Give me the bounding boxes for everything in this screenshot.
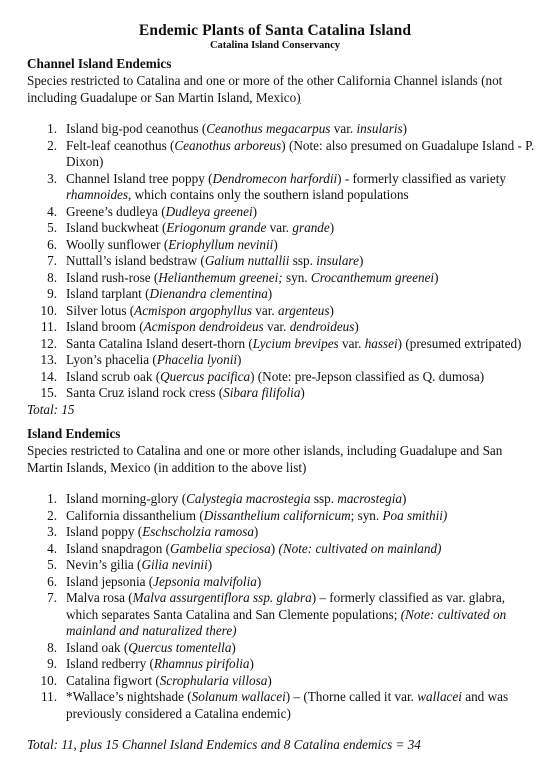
scientific-name-text: Malva assurgentiflora ssp. glabra bbox=[132, 590, 312, 605]
list-item-text: ) bbox=[207, 557, 213, 572]
list-item bbox=[27, 640, 537, 657]
list-item-text: ) (presumed extripated) bbox=[397, 335, 522, 351]
list-item bbox=[27, 204, 537, 221]
scientific-name-text: (Note: cultivated on mainland) bbox=[278, 540, 442, 556]
list-item-text: Lyon’s phacelia ( bbox=[66, 352, 157, 367]
list-item-text: Nuttall’s island bedstraw ( bbox=[66, 253, 205, 268]
list-item-text: var. bbox=[266, 220, 293, 235]
list-item bbox=[27, 656, 537, 673]
list-item-text: Santa Catalina Island desert-thorn ( bbox=[66, 335, 253, 351]
list-item-text: ) bbox=[402, 491, 407, 506]
list-item-number: 10. bbox=[40, 672, 57, 688]
species-list bbox=[27, 121, 537, 402]
scientific-name-text: Dendromecon harfordii bbox=[212, 170, 338, 186]
list-item-text: ) bbox=[329, 302, 334, 318]
scientific-name-text: Gambelia speciosa bbox=[170, 540, 271, 556]
list-item-text: Malva rosa ( bbox=[66, 590, 133, 605]
section-description bbox=[27, 72, 537, 106]
list-item-number: 1. bbox=[47, 121, 57, 136]
scientific-name-text: insularis bbox=[356, 121, 403, 136]
list-item-text: Nevin’s gilia ( bbox=[66, 557, 142, 572]
list-item-text: and was previously considered a Catalina endemic) bbox=[66, 689, 509, 721]
scientific-name-text: grande bbox=[292, 220, 330, 235]
list-item-text: ) - formerly classified as variety bbox=[337, 170, 506, 186]
list-item bbox=[27, 237, 537, 254]
list-item bbox=[27, 524, 537, 541]
list-item-number: 8. bbox=[47, 639, 57, 655]
scientific-name-text: Ceanothus megacarpus bbox=[206, 121, 331, 136]
section-description-text: Species restricted to Catalina and one or more of the other California Channel islands (not including Guadalupe or San Martin Island, Mexico bbox=[27, 73, 503, 105]
list-item-text: Island redberry ( bbox=[66, 656, 154, 671]
scientific-name-text: Solanum wallacei bbox=[191, 689, 286, 704]
scientific-name-text: Quercus pacifica bbox=[160, 368, 251, 384]
list-item-number: 3. bbox=[47, 524, 57, 539]
list-item bbox=[27, 574, 537, 591]
scientific-name-text: Lycium brevipes bbox=[252, 335, 339, 351]
section-total: Total: 11, plus 15 Channel Island Endemics and 8 Catalina endemics = 34 bbox=[27, 737, 421, 752]
list-item bbox=[27, 270, 537, 287]
list-item bbox=[27, 171, 537, 204]
list-item bbox=[27, 673, 537, 690]
list-item-text: var. bbox=[263, 319, 290, 334]
list-item-text: Felt-leaf ceanothus ( bbox=[66, 137, 175, 153]
list-item-text: ) bbox=[329, 220, 335, 235]
list-item-text: Island snapdragon ( bbox=[66, 540, 171, 556]
list-item-number: 7. bbox=[47, 253, 57, 268]
list-item-text: , which contains only the southern island populations bbox=[128, 187, 409, 202]
list-item-text: ) bbox=[231, 639, 236, 655]
list-item-number: 10. bbox=[40, 302, 57, 318]
list-item-text: Island jepsonia ( bbox=[66, 573, 154, 589]
list-item-text: Island morning-glory ( bbox=[66, 491, 187, 506]
list-item-text: ) bbox=[267, 286, 273, 301]
scientific-name-text: Helianthemum greenei; bbox=[158, 269, 283, 285]
island-endemics-section bbox=[27, 425, 537, 754]
scientific-name-text: Scrophularia villosa bbox=[159, 672, 268, 688]
list-item bbox=[27, 491, 537, 508]
list-item bbox=[27, 557, 537, 574]
scientific-name-text: Eriophyllum nevinii bbox=[168, 236, 274, 252]
list-item-text: ) bbox=[300, 385, 305, 400]
list-item-number: 9. bbox=[47, 286, 57, 301]
section-heading: Channel Island Endemics bbox=[27, 56, 172, 71]
list-item-text: Island scrub oak ( bbox=[66, 368, 161, 384]
list-item-text: var. bbox=[330, 121, 357, 136]
list-item bbox=[27, 121, 537, 138]
list-item bbox=[27, 508, 537, 525]
list-item-text: ssp. bbox=[289, 253, 317, 268]
list-item-text: Island broom ( bbox=[66, 319, 144, 334]
list-item-text: ) (Note: also presumed on Guadalupe Island - P. Dixon) bbox=[66, 137, 535, 169]
list-item-text: ) – formerly classified as var. glabra, which separates Santa Catalina and San Clemente populations; bbox=[66, 590, 506, 622]
list-item-text: ) bbox=[402, 121, 408, 136]
list-item bbox=[27, 689, 537, 722]
list-item-text: ) bbox=[267, 672, 272, 688]
list-item-number: 9. bbox=[47, 656, 57, 671]
list-item bbox=[27, 590, 537, 640]
section-description-end: ) bbox=[296, 90, 301, 105]
document-subtitle: Catalina Island Conservancy bbox=[209, 40, 341, 51]
species-list bbox=[27, 491, 537, 722]
list-item-number: 11. bbox=[41, 689, 57, 704]
list-item bbox=[27, 319, 537, 336]
list-item bbox=[27, 138, 537, 171]
scientific-name-text: Crocanthemum greenei bbox=[310, 269, 435, 285]
list-item-text: ) bbox=[249, 656, 254, 671]
list-item-number: 8. bbox=[47, 269, 57, 285]
list-item-number: 5. bbox=[47, 220, 57, 235]
scientific-name-text: Ceanothus arboreus bbox=[174, 137, 282, 153]
list-item-text: ) bbox=[256, 573, 262, 589]
list-item bbox=[27, 303, 537, 320]
list-item-text: Catalina figwort ( bbox=[66, 672, 160, 688]
channel-island-endemics-section bbox=[27, 55, 537, 418]
list-item-text: Island rush-rose ( bbox=[66, 269, 159, 285]
scientific-name-text: Dienandra clementina bbox=[149, 286, 268, 301]
list-item-text: Island buckwheat ( bbox=[66, 220, 167, 235]
list-item-text: Island oak ( bbox=[66, 639, 129, 655]
list-item-text: *Wallace’s nightshade ( bbox=[66, 689, 192, 704]
list-item-text: ) – (Thorne called it var. bbox=[285, 689, 418, 704]
list-item-number: 15. bbox=[40, 385, 57, 400]
list-item-text: syn. bbox=[282, 269, 311, 285]
list-item-number: 5. bbox=[47, 557, 57, 572]
list-item-text: Santa Cruz island rock cress ( bbox=[66, 385, 224, 400]
list-item-text: ) bbox=[252, 203, 258, 219]
list-item-text: ) bbox=[270, 540, 279, 556]
list-item-text: Woolly sunflower ( bbox=[66, 236, 169, 252]
list-item bbox=[27, 253, 537, 270]
list-item-text: ) bbox=[354, 319, 359, 334]
scientific-name-text: Sibara filifolia bbox=[223, 385, 301, 400]
list-item-number: 13. bbox=[40, 352, 57, 367]
list-item-text: Island poppy ( bbox=[66, 524, 143, 539]
scientific-name-text: macrostegia bbox=[337, 491, 403, 506]
scientific-name-text: Dissanthelium californicum bbox=[203, 507, 351, 523]
list-item-number: 14. bbox=[40, 368, 57, 384]
scientific-name-text: insulare bbox=[316, 253, 359, 268]
list-item-text: ; syn. bbox=[350, 507, 383, 523]
list-item-number: 6. bbox=[47, 236, 57, 252]
scientific-name-text: Acmispon dendroideus bbox=[143, 319, 264, 334]
list-item-text: Island tarplant ( bbox=[66, 286, 150, 301]
list-item-text: ) bbox=[358, 253, 364, 268]
list-item-number: 4. bbox=[47, 540, 57, 556]
list-item-text: Island big-pod ceanothus ( bbox=[66, 121, 207, 136]
list-item-text: ) bbox=[253, 524, 259, 539]
scientific-name-text: hassei bbox=[364, 335, 398, 351]
list-item-number: 1. bbox=[47, 491, 57, 506]
list-item bbox=[27, 336, 537, 353]
list-item-text: var. bbox=[338, 335, 365, 351]
list-item-number: 3. bbox=[47, 170, 57, 186]
list-item bbox=[27, 352, 537, 369]
scientific-name-text: Acmispon argophyllus bbox=[134, 302, 252, 318]
list-item-text: ) bbox=[273, 236, 278, 252]
scientific-name-text: Galium nuttallii bbox=[204, 253, 290, 268]
list-item-text: Silver lotus ( bbox=[66, 302, 135, 318]
scientific-name-text: Gilia nevinii bbox=[141, 557, 208, 572]
section-heading: Island Endemics bbox=[27, 426, 121, 441]
list-item-number: 2. bbox=[47, 137, 57, 153]
list-item-number: 6. bbox=[47, 573, 57, 589]
scientific-name-text: argenteus bbox=[277, 302, 330, 318]
list-item-number: 7. bbox=[47, 590, 57, 605]
scientific-name-text: wallacei bbox=[417, 689, 462, 704]
list-item bbox=[27, 286, 537, 303]
list-item bbox=[27, 369, 537, 386]
scientific-name-text: Eriogonum grande bbox=[166, 220, 267, 235]
list-item-number: 12. bbox=[40, 335, 57, 351]
scientific-name-text: Calystegia macrostegia bbox=[186, 491, 311, 506]
list-item-number: 4. bbox=[47, 203, 57, 219]
list-item-text: ) bbox=[434, 269, 439, 285]
list-item bbox=[27, 541, 537, 558]
scientific-name-text: Phacelia lyonii bbox=[156, 352, 238, 367]
document-title: Endemic Plants of Santa Catalina Island bbox=[138, 22, 412, 39]
list-item-text: var. bbox=[251, 302, 278, 318]
list-item-text: ) bbox=[237, 352, 242, 367]
section-description: Species restricted to Catalina and one or more other islands, including Guadalupe and San Martin Islands, Mexico (in addition to the above list) bbox=[27, 443, 503, 475]
list-item-text: California dissanthelium ( bbox=[66, 507, 204, 523]
list-item-text: Greene’s dudleya ( bbox=[66, 203, 166, 219]
scientific-name-text: Eschscholzia ramosa bbox=[142, 524, 254, 539]
scientific-name-text: Dudleya greenei bbox=[165, 203, 253, 219]
scientific-name-text: rhamnoides bbox=[66, 187, 129, 202]
list-item-text: ssp. bbox=[310, 491, 338, 506]
section-total: Total: 15 bbox=[27, 401, 75, 417]
list-item bbox=[27, 220, 537, 237]
scientific-name-text: dendroideus bbox=[289, 319, 355, 334]
scientific-name-text: (Note: cultivated on mainland and naturalized there) bbox=[66, 606, 507, 638]
list-item-text: Channel Island tree poppy ( bbox=[66, 170, 213, 186]
list-item-number: 11. bbox=[41, 319, 57, 334]
scientific-name-text: Rhamnus pirifolia bbox=[153, 656, 250, 671]
list-item-text: ) (Note: pre-Jepson classified as Q. dumosa) bbox=[250, 368, 485, 384]
list-item bbox=[27, 385, 537, 402]
scientific-name-text: Poa smithii) bbox=[382, 507, 448, 523]
list-item-number: 2. bbox=[47, 507, 57, 523]
scientific-name-text: Jepsonia malvifolia bbox=[153, 573, 257, 589]
scientific-name-text: Quercus tomentella bbox=[128, 639, 232, 655]
